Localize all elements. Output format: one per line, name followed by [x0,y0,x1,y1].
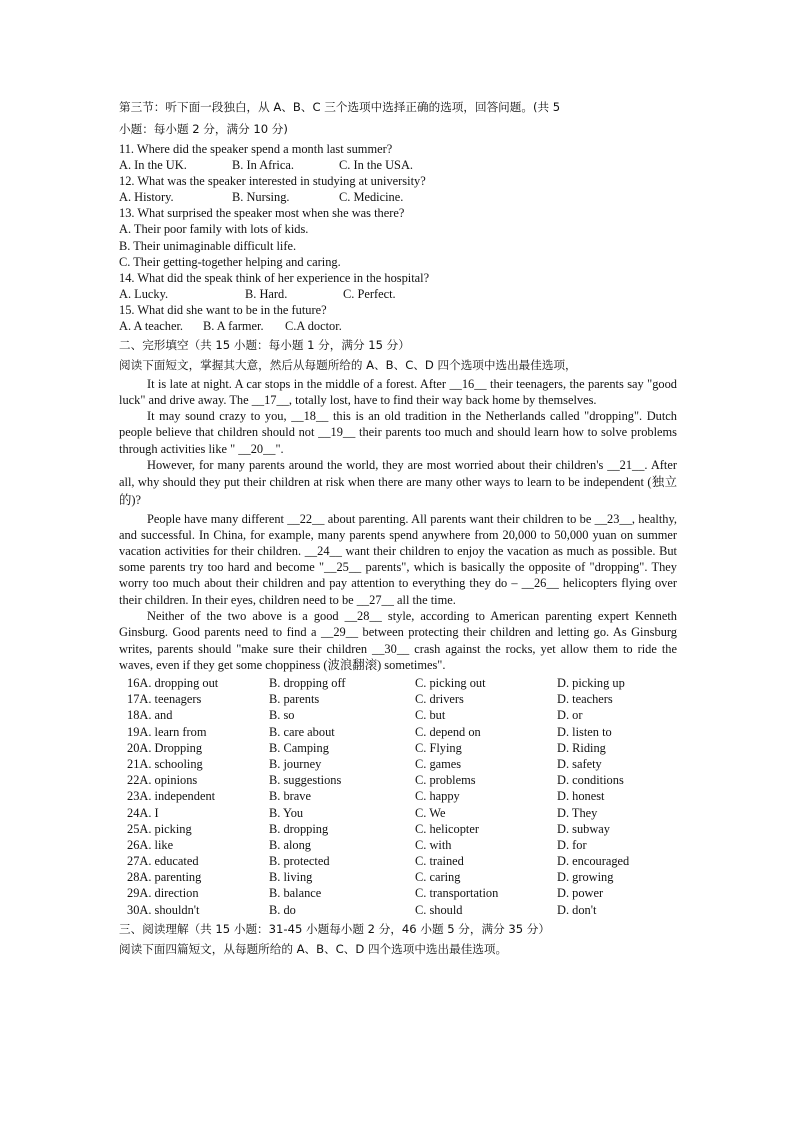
option-d: D. conditions [557,773,624,788]
option-c: C. caring [415,870,461,885]
table-row [127,805,677,821]
option-b: B. You [269,805,304,820]
option-d: D. or [557,708,583,723]
option-a: 25A. picking [127,821,192,836]
option-d: D. for [557,837,587,852]
option-b: B. so [269,708,295,723]
option-c: C.A doctor. [285,319,342,334]
table-row [127,724,677,740]
option-a: A. Their poor family with lots of kids. [119,222,309,237]
passage-paragraph-4: People have many different __22__ about parenting. All parents want their children to be __23__, healthy, and successful. In China, for example, many parents spend anywhere from 20,000 to 50,000 yuan on summer vacation activities for their children. __24__ want their children to enjoy the vacation as much as possible. But some parents try too hard and become "__25__ parents", which is basically the opposite of "dropping". They worry too much about their children and pay attention to everything they do – __26__ helicopters flying over their children. In their eyes, children need to be __27__ all the time. [119,512,677,607]
option-c: C. but [415,708,446,723]
table-row [127,740,677,756]
question-15-options [119,318,677,334]
option-a: 30A. shouldn't [127,902,200,917]
option-d: D. Riding [557,740,606,755]
option-b: B. journey [269,756,322,771]
option-b: B. A farmer. [203,319,264,334]
option-a: A. A teacher. [119,319,183,334]
table-row [127,675,677,691]
option-a: 27A. educated [127,854,199,869]
option-c: C. In the USA. [339,158,413,173]
option-b: B. In Africa. [232,158,294,173]
option-c: C. depend on [415,724,481,739]
option-c: C. Perfect. [343,286,396,301]
option-c: C. picking out [415,676,486,691]
table-row [127,788,677,804]
passage-paragraph-1: It is late at night. A car stops in the middle of a forest. After __16__ their teenagers, the parents say "good luck" and drive away. The __17__, totally lost, have to find their way back home by themselves. [119,377,677,408]
option-b: B. parents [269,692,320,707]
option-d: D. They [557,805,598,820]
table-row [127,691,677,707]
option-b: B. Camping [269,740,329,755]
passage-paragraph-5: Neither of the two above is a good __28__ style, according to American parenting expert Kenneth Ginsburg. Good parents need to find a __29__ between protecting their children and letting go. As Ginsburg writes, parents should "make sure their children __30__ crash against the rocks, yet allow them to ride the waves, even if they get some choppiness (波浪翻滚) sometimes". [119,608,677,673]
option-b: B. Their unimaginable difficult life. [119,238,297,253]
option-a: 17A. teenagers [127,692,202,707]
option-c: C. Medicine. [339,190,404,205]
option-a: 29A. direction [127,886,199,901]
part3-heading: 三、阅读理解（共 15 小题：31-45 小题每小题 2 分，46 小题 5 分，满分 35 分） [119,921,550,936]
table-row [127,837,677,853]
question-14-options [119,286,677,302]
option-d: D. encouraged [557,854,630,869]
question-14: 14. What did the speak think of her experience in the hospital? [119,270,430,285]
cloze-passage [119,376,677,674]
option-a: 19A. learn from [127,724,207,739]
part2-instruction: 阅读下面短文，掌握其大意，然后从每题所给的 A、B、C、D 四个选项中选出最佳选项， [119,358,577,373]
option-a: 20A. Dropping [127,740,203,755]
question-12: 12. What was the speaker interested in studying at university? [119,174,426,189]
option-c: C. helicopter [415,821,479,836]
option-a: 24A. I [127,805,159,820]
question-15: 15. What did she want to be in the future? [119,302,327,317]
option-d: D. power [557,886,604,901]
option-b: B. along [269,837,311,852]
option-c: C. drivers [415,692,464,707]
option-b: B. suggestions [269,773,342,788]
question-11: 11. Where did the speaker spend a month last summer? [119,142,393,156]
option-b: B. balance [269,886,322,901]
option-a: A. Lucky. [119,286,169,301]
option-c: C. transportation [415,886,499,901]
option-d: D. teachers [557,692,613,707]
option-a: 28A. parenting [127,870,202,885]
option-a: 22A. opinions [127,773,198,788]
option-a: A. In the UK. [119,158,187,173]
table-row [127,869,677,885]
option-d: D. safety [557,756,602,771]
option-a: A. History. [119,190,174,205]
option-a: 21A. schooling [127,756,203,771]
table-row [127,772,677,788]
table-row [127,853,677,869]
question-13: 13. What surprised the speaker most when she was there? [119,206,405,221]
section3-heading: 第三节：听下面一段独白，从 A、B、C 三个选项中选择正确的选项，回答问题。(共 5 [119,100,561,114]
question-11-options [119,157,677,173]
part2-heading: 二、完形填空（共 15 小题：每小题 1 分，满分 15 分） [119,338,410,353]
option-c: C. We [415,805,446,820]
table-row [127,902,677,918]
part3-instruction: 阅读下面四篇短文，从每题所给的 A、B、C、D 四个选项中选出最佳选项。 [119,941,508,956]
option-d: D. don't [557,902,597,917]
option-c: C. games [415,756,462,771]
passage-paragraph-3: However, for many parents around the world, they are most worried about their children's __21__. After all, why should they put their children at risk when there are many other ways to learn to be independent (独立的)? [119,457,677,507]
table-row [127,756,677,772]
option-b: B. care about [269,724,335,739]
option-b: B. dropping [269,821,329,836]
option-a: 18A. and [127,708,173,723]
question-12-options [119,189,677,205]
table-row [127,821,677,837]
option-c: C. problems [415,773,476,788]
cloze-options-table [127,675,677,918]
option-b: B. do [269,902,296,917]
table-row [127,885,677,901]
option-c: C. happy [415,789,460,804]
option-c: C. Flying [415,740,462,755]
section3-heading-cont: 小题：每小题 2 分，满分 10 分) [119,122,288,136]
listening-questions [119,141,677,334]
option-b: B. protected [269,854,330,869]
option-b: B. dropping off [269,676,346,691]
option-d: D. honest [557,789,605,804]
option-c: C. Their getting-together helping and caring. [119,254,341,269]
option-a: 23A. independent [127,789,216,804]
option-c: C. should [415,902,463,917]
option-d: D. listen to [557,724,612,739]
option-c: C. trained [415,854,464,869]
passage-paragraph-2: It may sound crazy to you, __18__ this is an old tradition in the Netherlands called "dropping". Dutch people believe that children should not __19__ their parents too much and should learn how to solve problems through activities like " __20__". [119,409,677,456]
option-c: C. with [415,837,452,852]
cloze-options-body [127,675,677,918]
option-b: B. living [269,870,313,885]
option-b: B. brave [269,789,311,804]
option-d: D. growing [557,870,614,885]
option-a: 16A. dropping out [127,676,219,691]
exam-page [119,96,677,960]
option-a: 26A. like [127,837,174,852]
option-b: B. Nursing. [232,190,290,205]
option-d: D. subway [557,821,610,836]
option-b: B. Hard. [245,286,288,301]
table-row [127,707,677,723]
option-d: D. picking up [557,676,625,691]
